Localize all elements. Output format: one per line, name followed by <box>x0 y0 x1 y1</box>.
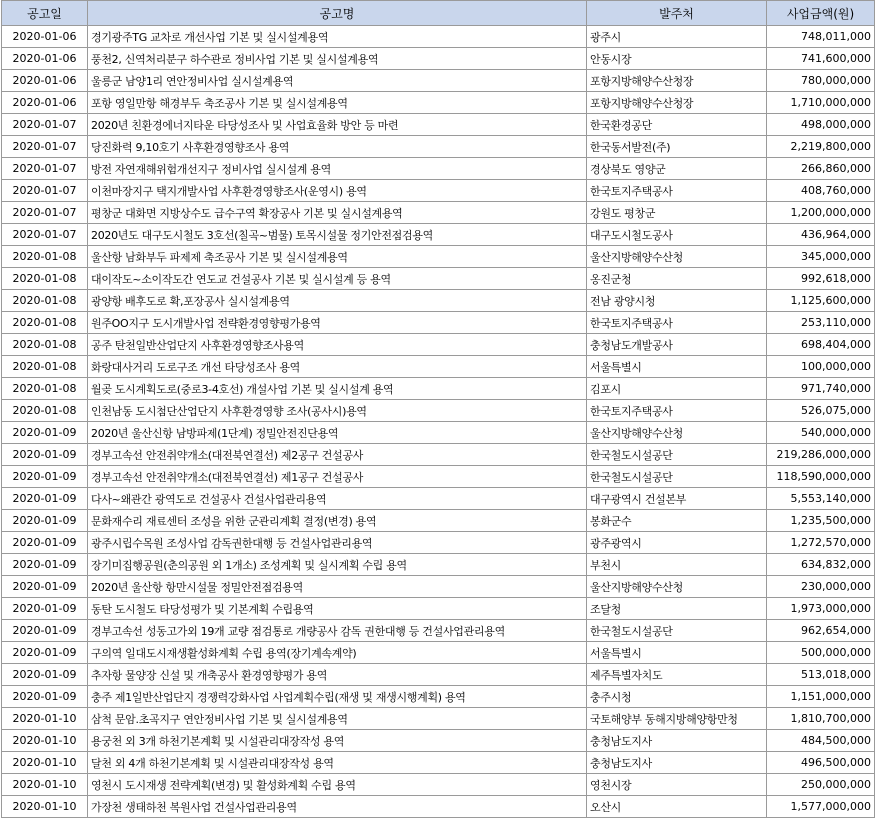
cell-date: 2020-01-10 <box>2 774 88 796</box>
cell-amount: 1,973,000,000 <box>767 598 875 620</box>
cell-date: 2020-01-08 <box>2 356 88 378</box>
cell-date: 2020-01-09 <box>2 422 88 444</box>
cell-name: 추자항 물양장 신설 및 개축공사 환경영향평가 용역 <box>88 664 587 686</box>
cell-name: 원주OO지구 도시개발사업 전략환경영향평가용역 <box>88 312 587 334</box>
cell-amount: 992,618,000 <box>767 268 875 290</box>
table-row[interactable] <box>2 664 875 686</box>
table-row[interactable] <box>2 532 875 554</box>
cell-date: 2020-01-09 <box>2 664 88 686</box>
cell-amount: 971,740,000 <box>767 378 875 400</box>
table-row[interactable] <box>2 774 875 796</box>
table-row[interactable] <box>2 752 875 774</box>
cell-name: 대이작도~소이작도간 연도교 건설공사 기본 및 실시설계 등 용역 <box>88 268 587 290</box>
cell-date: 2020-01-08 <box>2 268 88 290</box>
table-row[interactable] <box>2 70 875 92</box>
cell-org: 서울특별시 <box>587 356 767 378</box>
column-header-amount[interactable]: 사업금액(원) <box>767 1 875 26</box>
cell-name: 풍천2, 신역처리분구 하수관로 정비사업 기본 및 실시설계용역 <box>88 48 587 70</box>
cell-date: 2020-01-10 <box>2 730 88 752</box>
table-row[interactable] <box>2 114 875 136</box>
cell-org: 울산지방해양수산청 <box>587 576 767 598</box>
cell-date: 2020-01-07 <box>2 114 88 136</box>
table-row[interactable] <box>2 334 875 356</box>
cell-amount: 1,125,600,000 <box>767 290 875 312</box>
cell-org: 한국철도시설공단 <box>587 466 767 488</box>
table-row[interactable] <box>2 554 875 576</box>
table-row[interactable] <box>2 26 875 48</box>
cell-date: 2020-01-08 <box>2 400 88 422</box>
column-header-name[interactable]: 공고명 <box>88 1 587 26</box>
cell-date: 2020-01-08 <box>2 378 88 400</box>
cell-org: 충청남도지사 <box>587 752 767 774</box>
cell-name: 경부고속선 성동고가외 19개 교량 점검통로 개량공사 감독 권한대행 등 건설사업관리용역 <box>88 620 587 642</box>
cell-org: 제주특별자치도 <box>587 664 767 686</box>
cell-name: 달천 외 4개 하천기본계획 및 시설관리대장작성 용역 <box>88 752 587 774</box>
cell-name: 영천시 도시재생 전략계획(변경) 및 활성화계획 수립 용역 <box>88 774 587 796</box>
cell-name: 구의역 일대도시재생활성화계획 수립 용역(장기계속계약) <box>88 642 587 664</box>
table-row[interactable] <box>2 488 875 510</box>
cell-org: 울산지방해양수산청 <box>587 422 767 444</box>
cell-org: 광주시 <box>587 26 767 48</box>
cell-amount: 741,600,000 <box>767 48 875 70</box>
cell-date: 2020-01-09 <box>2 532 88 554</box>
table-row[interactable] <box>2 642 875 664</box>
cell-amount: 513,018,000 <box>767 664 875 686</box>
cell-amount: 1,810,700,000 <box>767 708 875 730</box>
cell-name: 포항 영일만항 해경부두 축조공사 기본 및 실시설계용역 <box>88 92 587 114</box>
cell-org: 옹진군청 <box>587 268 767 290</box>
cell-amount: 408,760,000 <box>767 180 875 202</box>
cell-org: 안동시장 <box>587 48 767 70</box>
cell-amount: 5,553,140,000 <box>767 488 875 510</box>
cell-amount: 2,219,800,000 <box>767 136 875 158</box>
cell-name: 문화재수리 재료센터 조성을 위한 군관리계획 결정(변경) 용역 <box>88 510 587 532</box>
cell-date: 2020-01-07 <box>2 158 88 180</box>
table-row[interactable] <box>2 686 875 708</box>
table-row[interactable] <box>2 708 875 730</box>
cell-org: 광주광역시 <box>587 532 767 554</box>
table-row[interactable] <box>2 92 875 114</box>
cell-amount: 1,577,000,000 <box>767 796 875 818</box>
cell-name: 방전 자연재해위험개선지구 정비사업 실시설계 용역 <box>88 158 587 180</box>
column-header-date[interactable]: 공고일 <box>2 1 88 26</box>
cell-org: 서울특별시 <box>587 642 767 664</box>
cell-org: 포항지방해양수산청장 <box>587 70 767 92</box>
cell-name: 인천남동 도시첨단산업단지 사후환경영향 조사(공사시)용역 <box>88 400 587 422</box>
cell-name: 용궁천 외 3개 하천기본계획 및 시설관리대장작성 용역 <box>88 730 587 752</box>
table-row[interactable] <box>2 378 875 400</box>
cell-amount: 250,000,000 <box>767 774 875 796</box>
column-header-org[interactable]: 발주처 <box>587 1 767 26</box>
cell-amount: 540,000,000 <box>767 422 875 444</box>
cell-name: 다사~왜관간 광역도로 건설공사 건설사업관리용역 <box>88 488 587 510</box>
table-row[interactable] <box>2 48 875 70</box>
cell-org: 오산시 <box>587 796 767 818</box>
cell-amount: 500,000,000 <box>767 642 875 664</box>
cell-amount: 345,000,000 <box>767 246 875 268</box>
cell-date: 2020-01-09 <box>2 488 88 510</box>
cell-org: 한국토지주택공사 <box>587 312 767 334</box>
table-row[interactable] <box>2 466 875 488</box>
cell-date: 2020-01-10 <box>2 752 88 774</box>
cell-amount: 219,286,000,000 <box>767 444 875 466</box>
table-row[interactable] <box>2 246 875 268</box>
table-row[interactable] <box>2 576 875 598</box>
cell-name: 월곶 도시계획도로(중로3-4호선) 개설사업 기본 및 실시설계 용역 <box>88 378 587 400</box>
cell-name: 2020년 울산항 항만시설물 정밀안전점검용역 <box>88 576 587 598</box>
cell-amount: 496,500,000 <box>767 752 875 774</box>
cell-amount: 436,964,000 <box>767 224 875 246</box>
cell-date: 2020-01-09 <box>2 444 88 466</box>
cell-name: 이천마장지구 택지개발사업 사후환경영향조사(운영시) 용역 <box>88 180 587 202</box>
cell-org: 한국철도시설공단 <box>587 444 767 466</box>
cell-date: 2020-01-08 <box>2 312 88 334</box>
cell-amount: 698,404,000 <box>767 334 875 356</box>
cell-org: 강원도 평창군 <box>587 202 767 224</box>
cell-amount: 1,151,000,000 <box>767 686 875 708</box>
cell-amount: 1,235,500,000 <box>767 510 875 532</box>
cell-name: 울산항 남화부두 파제제 축조공사 기본 및 실시설계용역 <box>88 246 587 268</box>
cell-name: 삼척 문암.초곡지구 연안정비사업 기본 및 실시설계용역 <box>88 708 587 730</box>
cell-name: 2020년 울산신항 남방파제(1단계) 정밀안전진단용역 <box>88 422 587 444</box>
table-row[interactable] <box>2 180 875 202</box>
cell-org: 대구광역시 건설본부 <box>587 488 767 510</box>
cell-org: 한국환경공단 <box>587 114 767 136</box>
table-row[interactable] <box>2 620 875 642</box>
cell-date: 2020-01-09 <box>2 620 88 642</box>
cell-name: 가장천 생태하천 복원사업 건설사업관리용역 <box>88 796 587 818</box>
cell-org: 봉화군수 <box>587 510 767 532</box>
cell-name: 울릉군 남양1리 연안정비사업 실시설계용역 <box>88 70 587 92</box>
table-row[interactable] <box>2 224 875 246</box>
cell-amount: 498,000,000 <box>767 114 875 136</box>
cell-amount: 1,710,000,000 <box>767 92 875 114</box>
cell-amount: 962,654,000 <box>767 620 875 642</box>
cell-date: 2020-01-09 <box>2 642 88 664</box>
cell-amount: 253,110,000 <box>767 312 875 334</box>
cell-org: 영천시장 <box>587 774 767 796</box>
cell-amount: 634,832,000 <box>767 554 875 576</box>
table-row[interactable] <box>2 796 875 818</box>
cell-date: 2020-01-09 <box>2 576 88 598</box>
table-row[interactable] <box>2 136 875 158</box>
cell-org: 충청남도개발공사 <box>587 334 767 356</box>
cell-name: 광양항 배후도로 확,포장공사 실시설계용역 <box>88 290 587 312</box>
cell-date: 2020-01-10 <box>2 796 88 818</box>
cell-amount: 780,000,000 <box>767 70 875 92</box>
cell-org: 부천시 <box>587 554 767 576</box>
cell-amount: 100,000,000 <box>767 356 875 378</box>
cell-date: 2020-01-09 <box>2 466 88 488</box>
cell-name: 2020년도 대구도시철도 3호선(칠곡~범물) 토목시설물 정기안전점검용역 <box>88 224 587 246</box>
cell-amount: 484,500,000 <box>767 730 875 752</box>
cell-amount: 118,590,000,000 <box>767 466 875 488</box>
cell-date: 2020-01-06 <box>2 70 88 92</box>
cell-name: 화랑대사거리 도로구조 개선 타당성조사 용역 <box>88 356 587 378</box>
cell-date: 2020-01-06 <box>2 26 88 48</box>
cell-name: 경부고속선 안전취약개소(대전북연결선) 제2공구 건설공사 <box>88 444 587 466</box>
cell-date: 2020-01-07 <box>2 224 88 246</box>
table-row[interactable] <box>2 158 875 180</box>
cell-org: 한국철도시설공단 <box>587 620 767 642</box>
table-body <box>2 26 875 818</box>
cell-date: 2020-01-06 <box>2 92 88 114</box>
table-row[interactable] <box>2 268 875 290</box>
cell-org: 한국동서발전(주) <box>587 136 767 158</box>
cell-date: 2020-01-10 <box>2 708 88 730</box>
cell-org: 충주시청 <box>587 686 767 708</box>
cell-date: 2020-01-09 <box>2 686 88 708</box>
cell-name: 동탄 도시철도 타당성평가 및 기본계획 수립용역 <box>88 598 587 620</box>
cell-date: 2020-01-09 <box>2 598 88 620</box>
cell-name: 경기광주TG 교차로 개선사업 기본 및 실시설계용역 <box>88 26 587 48</box>
cell-org: 경상북도 영양군 <box>587 158 767 180</box>
cell-org: 한국토지주택공사 <box>587 400 767 422</box>
cell-org: 대구도시철도공사 <box>587 224 767 246</box>
cell-name: 장기미집행공원(춘의공원 외 1개소) 조성계획 및 실시계획 수립 용역 <box>88 554 587 576</box>
table-row[interactable] <box>2 422 875 444</box>
table-row[interactable] <box>2 400 875 422</box>
cell-amount: 1,272,570,000 <box>767 532 875 554</box>
cell-org: 포항지방해양수산청장 <box>587 92 767 114</box>
cell-date: 2020-01-09 <box>2 554 88 576</box>
cell-name: 공주 탄천일반산업단지 사후환경영향조사용역 <box>88 334 587 356</box>
table-row[interactable] <box>2 444 875 466</box>
cell-date: 2020-01-08 <box>2 290 88 312</box>
cell-name: 평창군 대화면 지방상수도 급수구역 확장공사 기본 및 실시설계용역 <box>88 202 587 224</box>
table-row[interactable] <box>2 202 875 224</box>
cell-amount: 266,860,000 <box>767 158 875 180</box>
table-row[interactable] <box>2 510 875 532</box>
cell-amount: 526,075,000 <box>767 400 875 422</box>
header-row <box>2 1 875 26</box>
table-header <box>2 1 875 26</box>
cell-org: 울산지방해양수산청 <box>587 246 767 268</box>
table-row[interactable] <box>2 598 875 620</box>
table-row[interactable] <box>2 730 875 752</box>
cell-name: 충주 제1일반산업단지 경쟁력강화사업 사업계획수립(재생 및 재생시행계획) 용역 <box>88 686 587 708</box>
table-row[interactable] <box>2 290 875 312</box>
bid-notice-table <box>1 0 875 818</box>
cell-amount: 230,000,000 <box>767 576 875 598</box>
cell-org: 충청남도지사 <box>587 730 767 752</box>
cell-org: 조달청 <box>587 598 767 620</box>
cell-org: 한국토지주택공사 <box>587 180 767 202</box>
cell-date: 2020-01-08 <box>2 246 88 268</box>
cell-amount: 1,200,000,000 <box>767 202 875 224</box>
cell-date: 2020-01-07 <box>2 202 88 224</box>
cell-amount: 748,011,000 <box>767 26 875 48</box>
table-row[interactable] <box>2 312 875 334</box>
cell-org: 전남 광양시청 <box>587 290 767 312</box>
cell-date: 2020-01-07 <box>2 136 88 158</box>
cell-org: 국토해양부 동해지방해양항만청 <box>587 708 767 730</box>
cell-name: 당진화력 9,10호기 사후환경영향조사 용역 <box>88 136 587 158</box>
table-row[interactable] <box>2 356 875 378</box>
cell-date: 2020-01-07 <box>2 180 88 202</box>
cell-name: 2020년 친환경에너지타운 타당성조사 및 사업효율화 방안 등 마련 <box>88 114 587 136</box>
cell-name: 광주시립수목원 조성사업 감독권한대행 등 건설사업관리용역 <box>88 532 587 554</box>
cell-date: 2020-01-09 <box>2 510 88 532</box>
cell-date: 2020-01-06 <box>2 48 88 70</box>
cell-date: 2020-01-08 <box>2 334 88 356</box>
cell-org: 김포시 <box>587 378 767 400</box>
cell-name: 경부고속선 안전취약개소(대전북연결선) 제1공구 건설공사 <box>88 466 587 488</box>
